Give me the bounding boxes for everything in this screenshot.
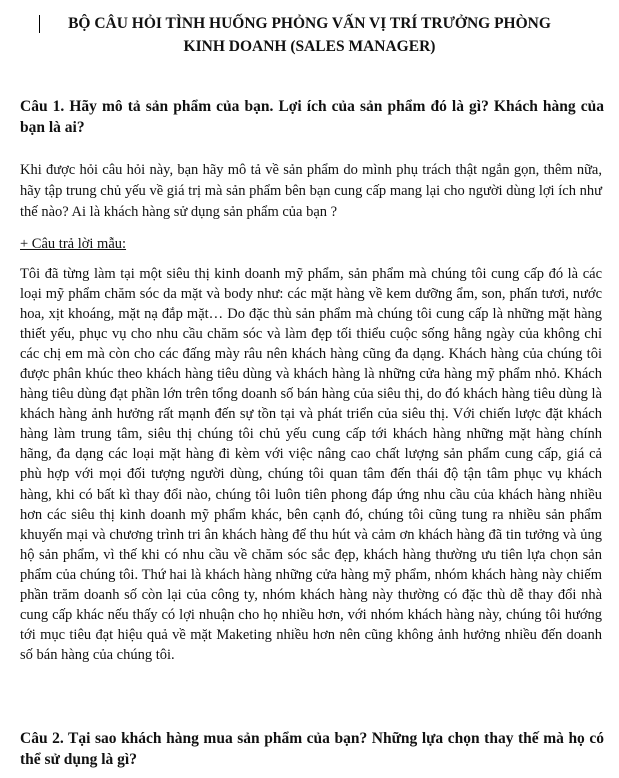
title-line-2: KINH DOANH (SALES MANAGER) [183, 38, 436, 55]
question-1-heading: Câu 1. Hãy mô tả sản phẩm của bạn. Lợi ích của sản phẩm đó là gì? Khách hàng của bạn là ai? [20, 98, 604, 136]
sample-answer-label: + Câu trả lời mẫu: [20, 236, 127, 252]
question-1-guidance: Khi được hỏi câu hỏi này, bạn hãy mô tả về sản phẩm do mình phụ trách thật ngắn gọn, thêm nữa, hãy tập trung chủ yếu về giá trị mà sản phẩm bên bạn cung cấp mang lại cho người dùng lợi ích như thế nào? Ai là khách hàng sử dụng sản phẩm của bạn ? [20, 162, 602, 220]
text-cursor [39, 15, 40, 33]
question-2-heading: Câu 2. Tại sao khách hàng mua sản phẩm của bạn? Những lựa chọn thay thế mà họ có thể sử dụng là gì? [20, 730, 604, 768]
sample-answer-text: Tôi đã từng làm tại một siêu thị kinh doanh mỹ phẩm, sản phẩm mà chúng tôi cung cấp đó là các loại mỹ phẩm chăm sóc da mặt và body như: các mặt hàng về kem dưỡng ẩm, son, phấn tươi, nước hoa, xịt khoáng, mặt nạ đắp mặt… Do đặc thù sản phẩm mà chúng tôi cung cấp là những mặt hàng thiết yếu, phục vụ cho nhu cầu chăm sóc và làm đẹp tối thiểu cuộc sống hằng ngày của không chỉ các chị em mà còn cho các đấng mày râu nên khách hàng cũng đa dạng. Khách hàng của chúng tôi được phân khúc theo khách hàng tiêu dùng và khách hàng là những cửa hàng mỹ phẩm nhỏ. Khách hàng tiêu dùng đạt phần lớn trên tổng doanh số bán hàng của siêu thị, do đó khách hàng tiêu dùng là khách hàng ảnh hưởng rất mạnh đến sự tồn tại và phát triển của siêu thị. Với chiến lược đặt khách hàng làm trung tâm, siêu thị chúng tôi chủ yếu cung cấp tới khách hàng những mặt hàng chính hãng, đa dạng các loại mặt hàng đi kèm với việc nâng cao chất lượng sản phẩm cung cấp, giá cả phù hợp với mọi đối tượng người dùng, chúng tôi quan tâm đến thái độ tận tâm phục vụ khách hàng, khi có bất kì thay đổi nào, chúng tôi luôn tiên phong đáp ứng nhu cầu của khách hàng nhiều hơn các siêu thị kinh doanh mỹ phẩm khác, bên cạnh đó, chúng tôi cũng tung ra nhiều sản phẩm khuyến mại và chương trình tri ân khách hàng để thu hút và cảm ơn khách hàng đã tin tưởng và ủng hộ sản phẩm, vì thế khi có nhu cầu về chăm sóc sắc đẹp, khách hàng thường ưu tiên lựa chọn sản phẩm của chúng tôi. Thứ hai là khách hàng những cửa hàng mỹ phẩm, nhóm khách hàng này chiếm phần trăm doanh số còn lại của công ty, nhóm khách hàng này thường có đặc thù dễ thay đổi nhà cung cấp khác nếu thấy có lợi nhuận cho họ nhiều hơn, với nhóm khách hàng này, chúng tôi hướng tới mục tiêu đạt hiệu quả về mặt Maketing nhiều hơn nên cũng không ảnh hưởng nhiều đến doanh số bán hàng của chúng tôi. [20, 266, 602, 663]
document-title [20, 12, 599, 58]
title-line-1: BỘ CÂU HỎI TÌNH HUỐNG PHỎNG VẤN VỊ TRÍ TRƯỞNG PHÒNG [68, 15, 551, 32]
